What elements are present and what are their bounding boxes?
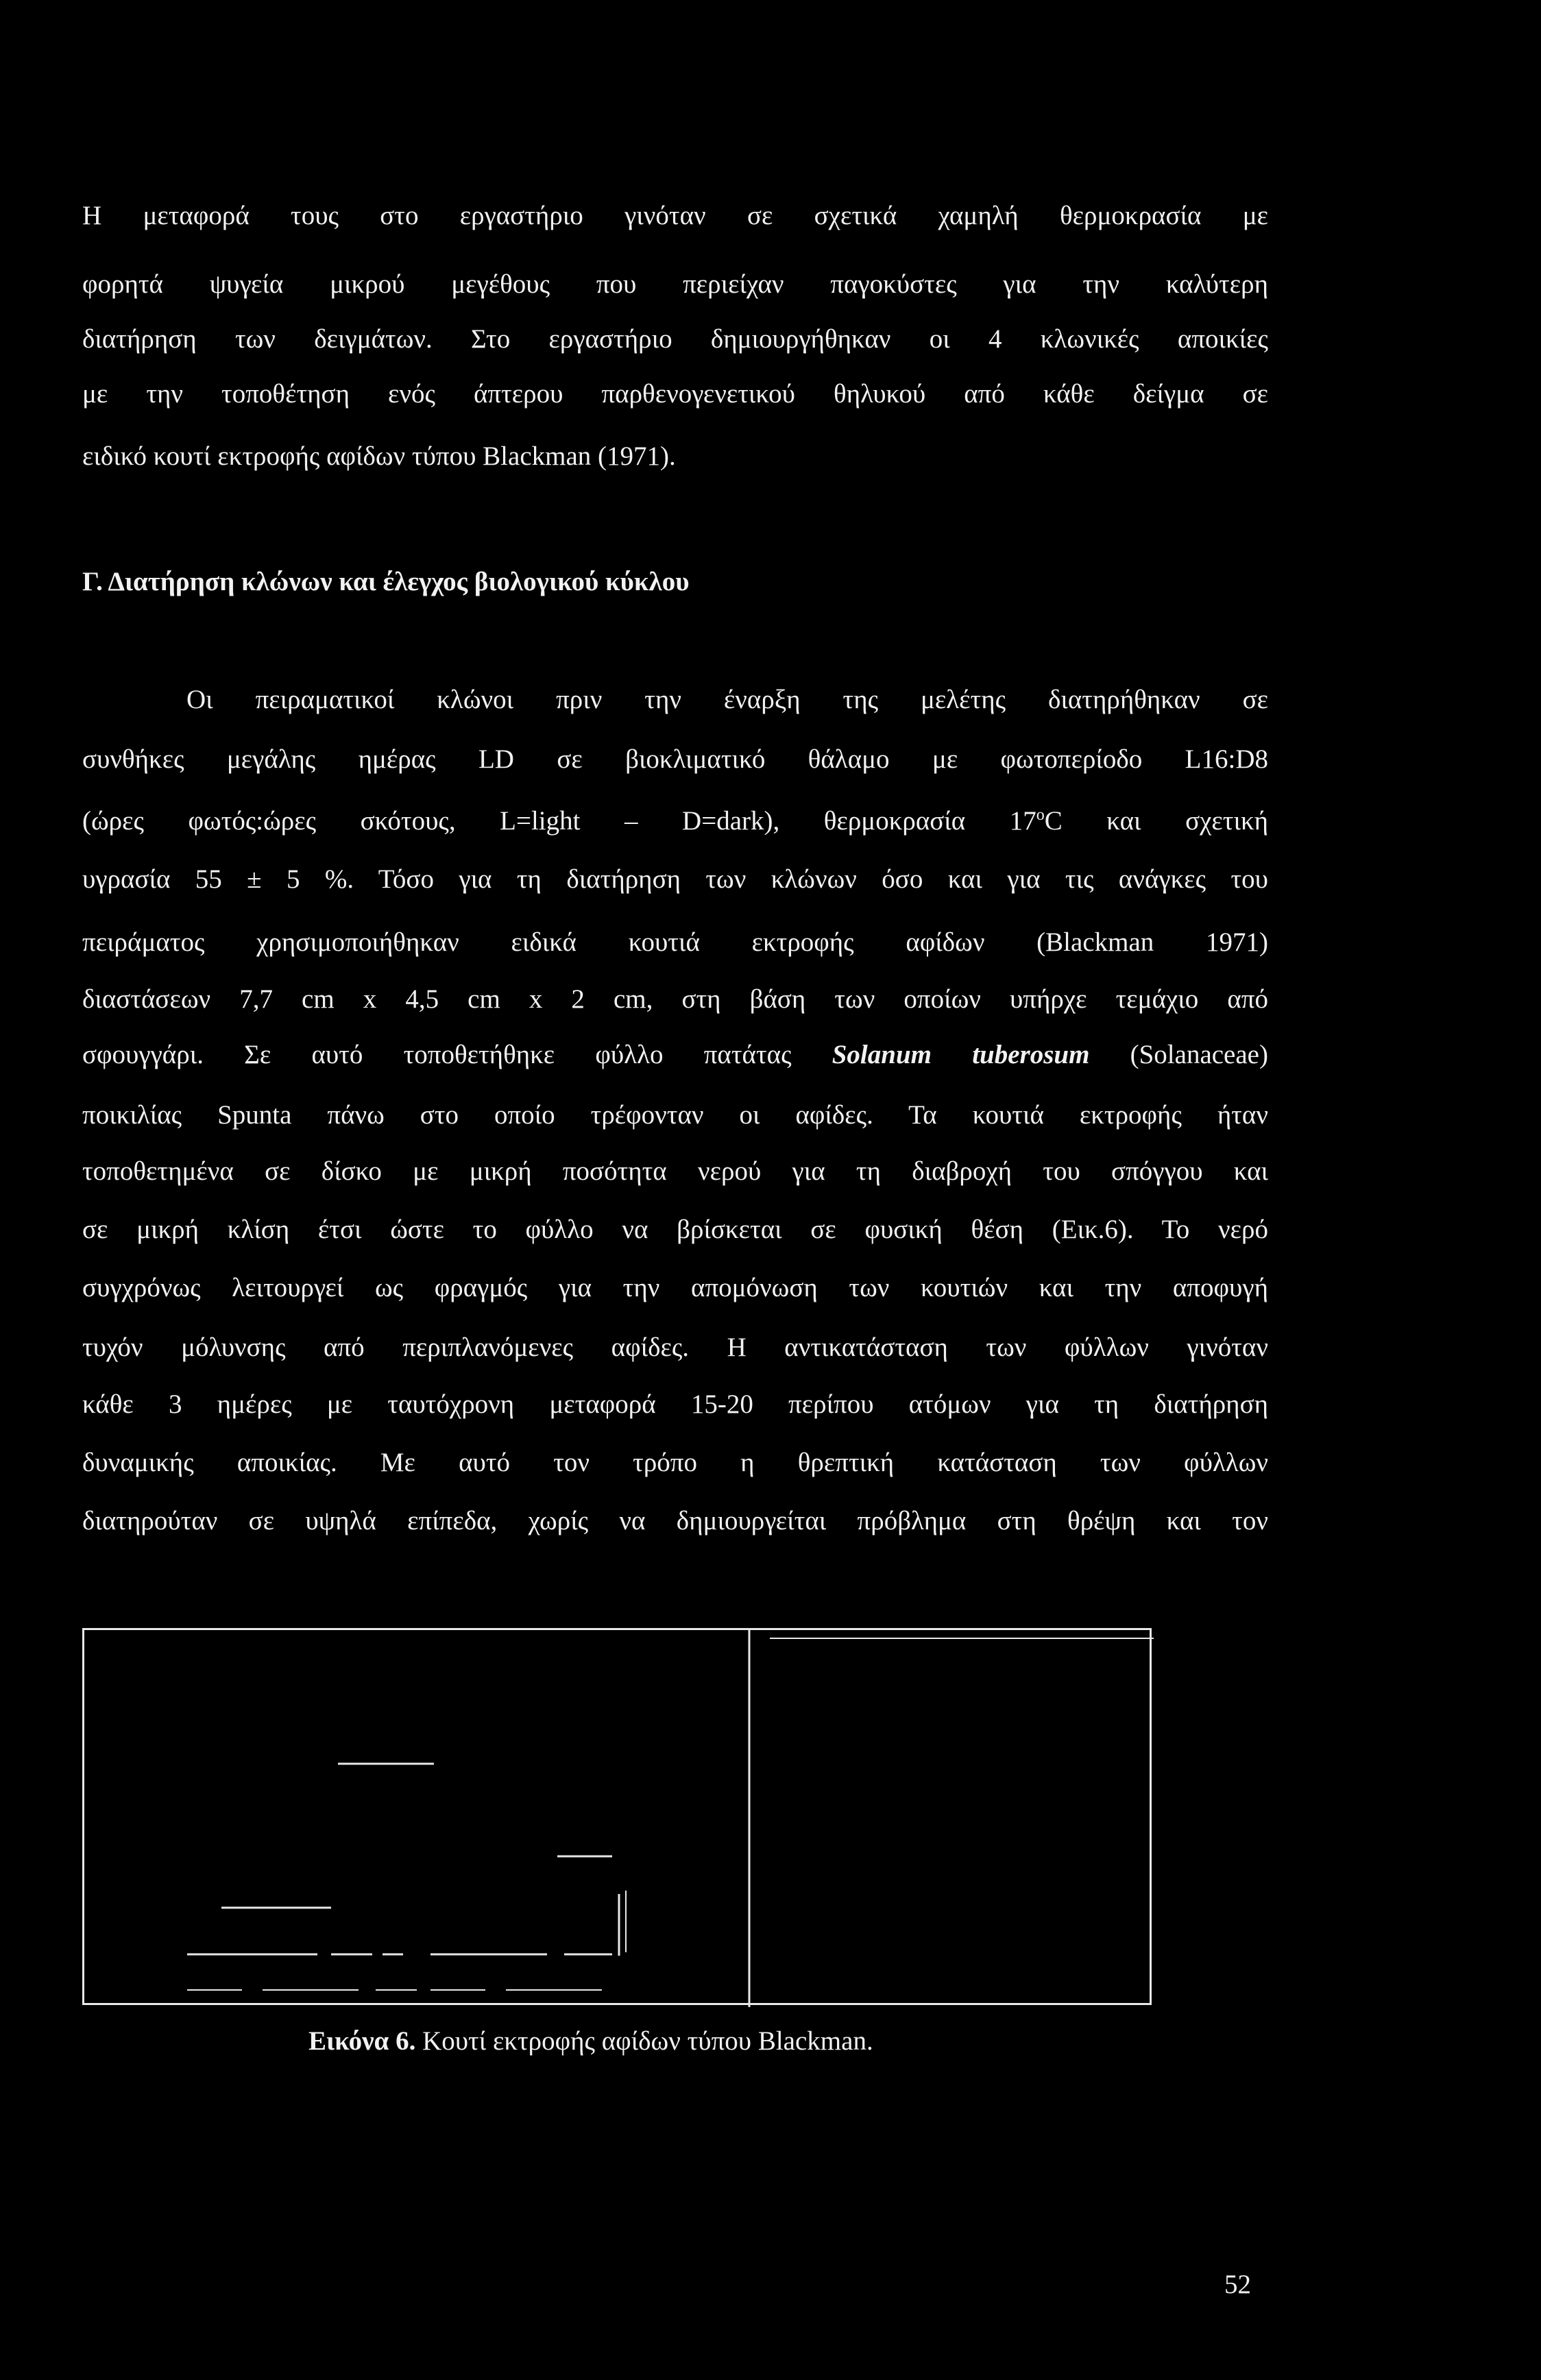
paragraph-2-line-4: υγρασία 55 ± 5 %. Τόσο για τη διατήρηση των κλώνων όσο και για τις ανάγκες του [82, 864, 1268, 894]
figure-caption-label: Εικόνα 6. [308, 2026, 416, 2056]
paragraph-1-line-5: ειδικό κουτί εκτροφής αφίδων τύπου Blackman (1971). [82, 441, 676, 471]
paragraph-2-line-12: τυχόν μόλυνσης από περιπλανόμενες αφίδες. Η αντικατάσταση των φύλλων γινόταν [82, 1333, 1268, 1362]
paragraph-2-line-2: συνθήκες μεγάλης ημέρας LD σε βιοκλιματικό θάλαμο με φωτοπερίοδο L16:D8 [82, 744, 1268, 774]
section-heading: Γ. Διατήρηση κλώνων και έλεγχος βιολογικού κύκλου [82, 567, 690, 596]
paragraph-2-line-15: διατηρούταν σε υψηλά επίπεδα, χωρίς να δημιουργείται πρόβλημα στη θρέψη και τον [82, 1506, 1268, 1535]
paragraph-2-line-7: σφουγγάρι. Σε αυτό τοποθετήθηκε φύλλο πατάτας Solanum tuberosum (Solanaceae) [82, 1040, 1268, 1069]
paragraph-2-line-5: πειράματος χρησιμοποιήθηκαν ειδικά κουτιά εκτροφής αφίδων (Blackman 1971) [82, 927, 1268, 957]
figure-rearing-box-photo [82, 1628, 1152, 2005]
paragraph-2-line-3-after: C και σχετική [1044, 806, 1269, 836]
paragraph-1-line-3: διατήρηση των δειγμάτων. Στο εργαστήριο δημιουργήθηκαν οι 4 κλωνικές αποικίες [82, 324, 1268, 354]
paragraph-2-line-6: διαστάσεων 7,7 cm x 4,5 cm x 2 cm, στη βάση των οποίων υπήρχε τεμάχιο από [82, 984, 1268, 1014]
paragraph-2-line-14: δυναμικής αποικίας. Με αυτό τον τρόπο η θρεπτική κατάσταση των φύλλων [82, 1448, 1268, 1477]
paragraph-2-line-8: ποικιλίας Spunta πάνω στο οποίο τρέφονταν οι αφίδες. Τα κουτιά εκτροφής ήταν [82, 1100, 1268, 1130]
paragraph-2-line-9: τοποθετημένα σε δίσκο με μικρή ποσότητα νερού για τη διαβροχή του σπόγγου και [82, 1156, 1268, 1186]
paragraph-1-line-1: Η μεταφορά τους στο εργαστήριο γινόταν σε σχετικά χαμηλή θερμοκρασία με [82, 201, 1268, 230]
figure-caption [308, 2026, 873, 2056]
paragraph-2-line-13: κάθε 3 ημέρες με ταυτόχρονη μεταφορά 15-20 περίπου ατόμων για τη διατήρηση [82, 1389, 1268, 1419]
figure-caption-text: Κουτί εκτροφής αφίδων τύπου Blackman. [422, 2026, 873, 2056]
species-name: Solanum tuberosum [832, 1040, 1090, 1069]
paragraph-2-line-3-before: (ώρες φωτός:ώρες σκότους, L=light – D=dark), θερμοκρασία 17 [82, 806, 1036, 836]
degree-superscript: o [1036, 806, 1045, 824]
rearing-box-drawing [84, 1630, 1154, 2007]
paragraph-2-line-11: συγχρόνως λειτουργεί ως φραγμός για την απομόνωση των κουτιών και την αποφυγή [82, 1273, 1268, 1302]
page-number: 52 [1224, 2270, 1251, 2299]
paragraph-2-line-1: Οι πειραματικοί κλώνοι πριν την έναρξη της μελέτης διατηρήθηκαν σε [186, 685, 1268, 714]
paragraph-2-line-10: σε μικρή κλίση έτσι ώστε το φύλλο να βρίσκεται σε φυσική θέση (Εικ.6). Το νερό [82, 1215, 1268, 1244]
paragraph-1-line-2: φορητά ψυγεία μικρού μεγέθους που περιείχαν παγοκύστες για την καλύτερη [82, 269, 1268, 299]
paragraph-1-line-4: με την τοποθέτηση ενός άπτερου παρθενογενετικού θηλυκού από κάθε δείγμα σε [82, 379, 1268, 409]
paragraph-2-line-3 [82, 799, 1268, 837]
